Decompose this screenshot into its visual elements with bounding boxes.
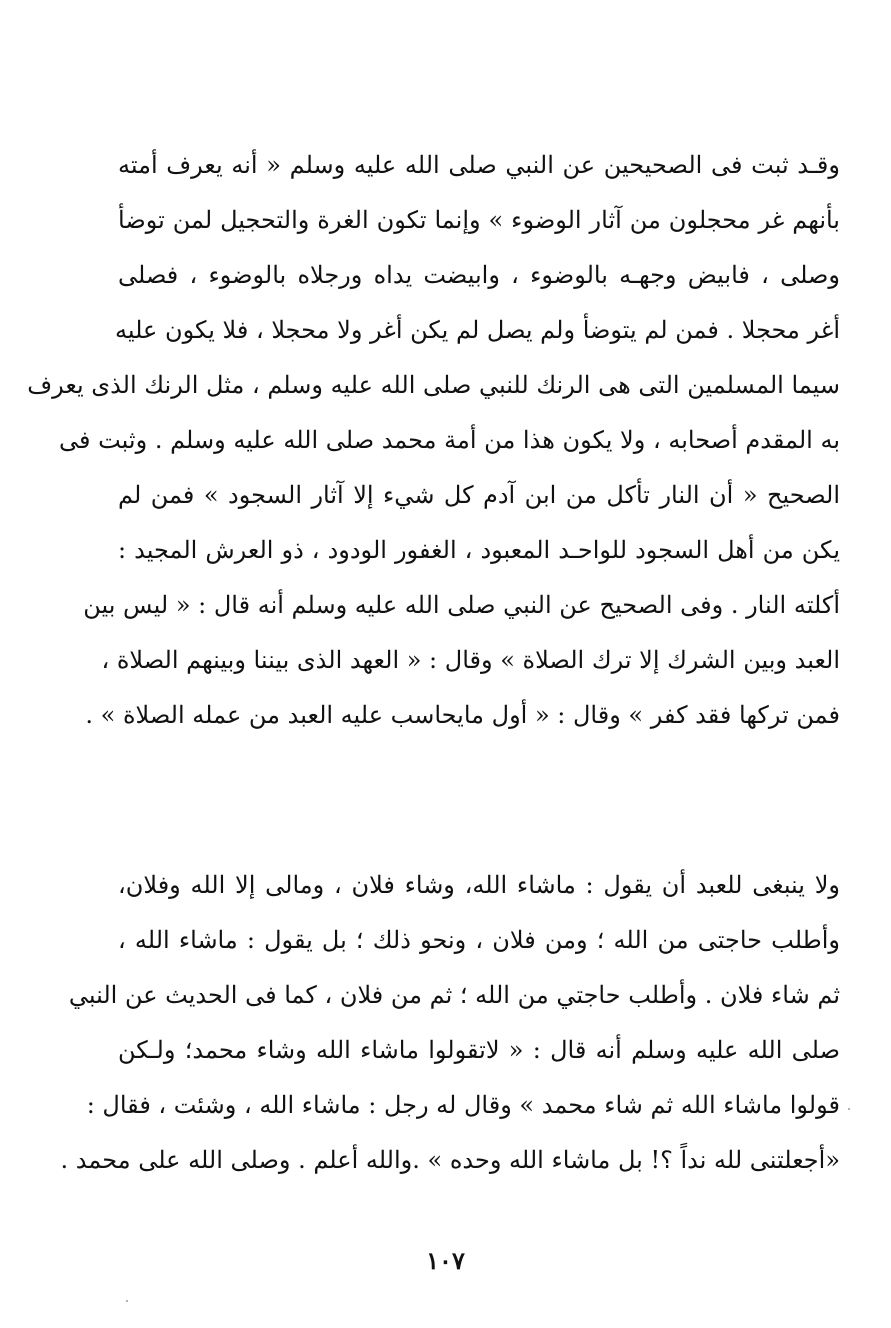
text-line: قولوا ماشاء الله ثم شاء محمد » وقال له رجل : ماشاء الله ، وشئت ، فقال :	[86, 1091, 840, 1119]
text-line: أكلته النار . وفى الصحيح عن النبي صلى الله عليه وسلم أنه قال : « ليس بين	[83, 591, 840, 619]
text-line: ثم شاء فلان . وأطلب حاجتي من الله ؛ ثم من فلان ، كما فى الحديث عن النبي	[68, 981, 840, 1009]
text-line: صلى الله عليه وسلم أنه قال : « لاتقولوا ماشاء الله وشاء محمد؛ ولـكن	[118, 1036, 840, 1064]
text-line: وصلى ، فابيض وجهـه بالوضوء ، وابيضت يداه ورجلاه بالوضوء ، فصلى	[118, 261, 840, 289]
text-line: بأنهم غر محجلون من آثار الوضوء » وإنما تكون الغرة والتحجيل لمن توضأ	[118, 206, 840, 234]
paragraph-mashaallah	[60, 858, 840, 1188]
page-number: ١٠٧	[426, 1246, 465, 1275]
text-line: به المقدم أصحابه ، ولا يكون هذا من أمة محمد صلى الله عليه وسلم . وثبت فى	[59, 426, 840, 454]
text-line: وأطلب حاجتى من الله ؛ ومن فلان ، ونحو ذلك ؛ بل يقول : ماشاء الله ،	[118, 926, 840, 954]
text-line: يكن من أهل السجود للواحـد المعبود ، الغفور الودود ، ذو العرش المجيد :	[118, 536, 840, 564]
text-line: فمن تركها فقد كفر » وقال : « أول مايحاسب عليه العبد من عمله الصلاة » .	[85, 701, 840, 729]
text-line: ولا ينبغى للعبد أن يقول : ماشاء الله، وشاء فلان ، ومالى إلا الله وفلان،	[118, 871, 840, 899]
text-line: العبد وبين الشرك إلا ترك الصلاة » وقال : « العهد الذى بيننا وبينهم الصلاة ،	[101, 646, 840, 674]
text-line: أغر محجلا . فمن لم يتوضأ ولم يصل لم يكن أغر ولا محجلا ، فلا يكون عليه	[114, 316, 840, 344]
text-line: «أجعلتنى لله نداً ؟! بل ماشاء الله وحده » .والله أعلم . وصلى الله على محمد .	[60, 1146, 840, 1174]
paper-speck	[848, 1108, 850, 1110]
text-line: الصحيح « أن النار تأكل من ابن آدم كل شيء إلا آثار السجود » فمن لم	[118, 481, 840, 509]
text-line: وقـد ثبت فى الصحيحين عن النبي صلى الله عليه وسلم « أنه يعرف أمته	[118, 151, 840, 179]
text-line: سيما المسلمين التى هى الرنك للنبي صلى الله عليه وسلم ، مثل الرنك الذى يعرف	[27, 371, 840, 399]
paragraph-ablution-and-prayer	[27, 138, 840, 743]
paper-speck	[126, 1300, 128, 1302]
